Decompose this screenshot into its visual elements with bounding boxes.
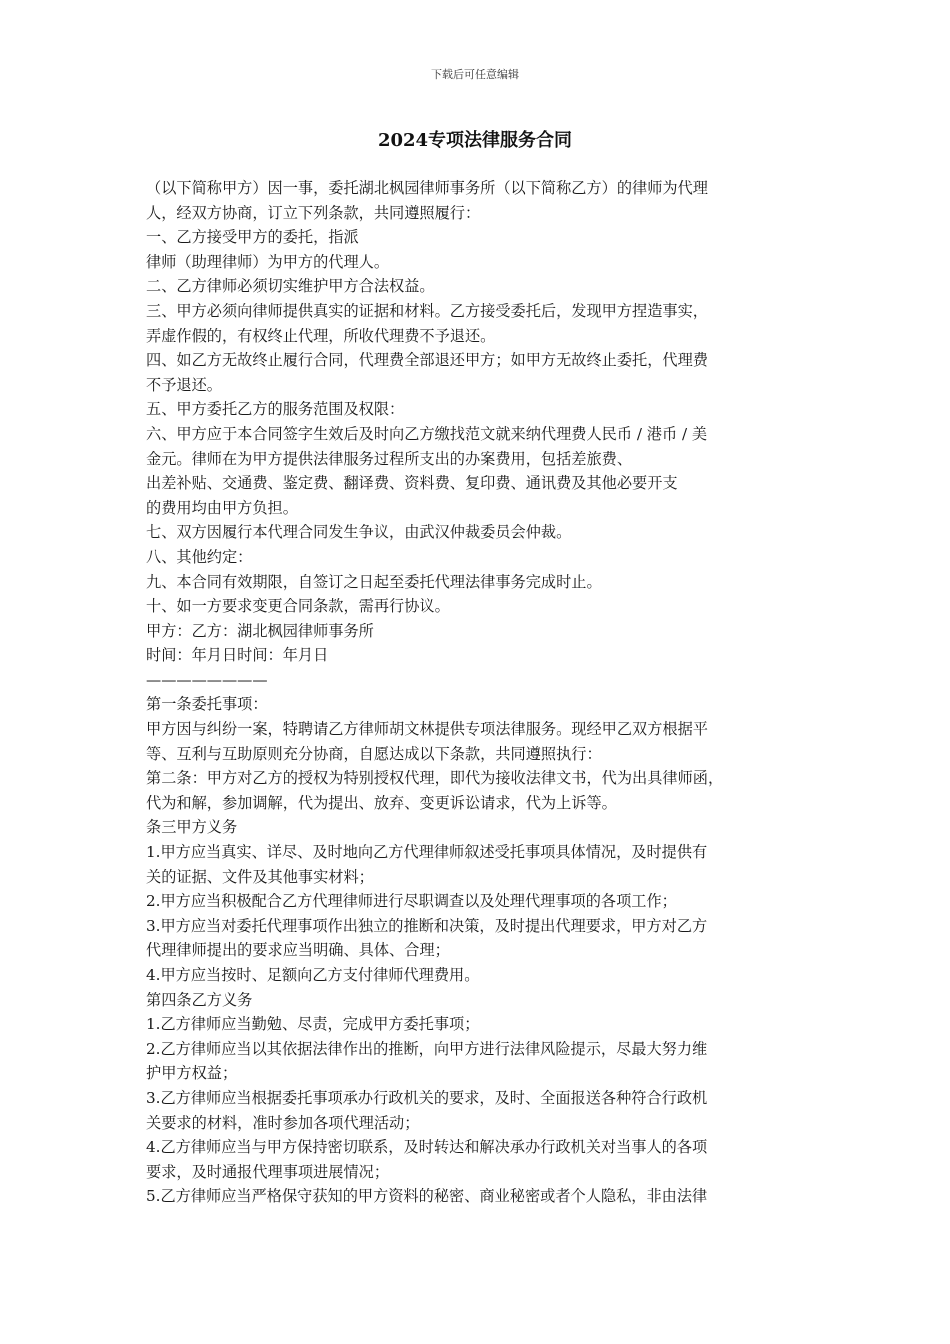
- text-line: 时间：年月日时间：年月日: [146, 646, 329, 665]
- text-line: 3.乙方律师应当根据委托事项承办行政机关的要求，及时、全面报送各种符合行政机: [146, 1088, 708, 1107]
- text-line: 五、甲方委托乙方的服务范围及权限：: [146, 400, 405, 419]
- text-line: 3.甲方应当对委托代理事项作出独立的推断和决策，及时提出代理要求，甲方对乙方: [146, 916, 708, 935]
- text-line: 人，经双方协商，订立下列条款，共同遵照履行：: [146, 203, 481, 222]
- text-line: 六、甲方应于本合同签字生效后及时向乙方缴找范文就来纳代理费人民币 / 港币 / 美: [146, 424, 708, 443]
- text-line: 关要求的材料，准时参加各项代理活动；: [146, 1113, 420, 1132]
- text-line: 1.甲方应当真实、详尽、及时地向乙方代理律师叙述受托事项具体情况，及时提供有: [146, 843, 708, 862]
- text-line: 要求，及时通报代理事项进展情况；: [146, 1162, 389, 1181]
- text-line: 第二条：甲方对乙方的授权为特别授权代理，即代为接收法律文书，代为出具律师函，: [146, 769, 724, 788]
- text-line: 4.乙方律师应当与甲方保持密切联系，及时转达和解决承办行政机关对当事人的各项: [146, 1138, 708, 1157]
- text-line: 十、如一方要求变更合同条款，需再行协议。: [146, 597, 450, 616]
- text-line: 2.甲方应当积极配合乙方代理律师进行尽职调查以及处理代理事项的各项工作；: [146, 892, 677, 911]
- text-line: 一、乙方接受甲方的委托，指派: [146, 228, 359, 247]
- text-line: 律师（助理律师）为甲方的代理人。: [146, 252, 389, 271]
- text-line: 4.甲方应当按时、足额向乙方支付律师代理费用。: [146, 966, 480, 984]
- text-line: 关的证据、文件及其他事实材料；: [146, 867, 374, 886]
- text-line: 5.乙方律师应当严格保守获知的甲方资料的秘密、商业秘密或者个人隐私，非由法律: [146, 1187, 708, 1206]
- text-line: 二、乙方律师必须切实维护甲方合法权益。: [146, 277, 435, 296]
- text-line: ————————: [146, 670, 268, 689]
- text-line: 弄虚作假的，有权终止代理，所收代理费不予退还。: [146, 326, 496, 345]
- text-line: 三、甲方必须向律师提供真实的证据和材料。乙方接受委托后，发现甲方捏造事实，: [146, 301, 708, 320]
- text-line: 甲方因与纠纷一案，特聘请乙方律师胡文林提供专项法律服务。现经甲乙双方根据平: [146, 720, 708, 739]
- text-line: 代理律师提出的要求应当明确、具体、合理；: [146, 941, 450, 960]
- text-line: 出差补贴、交通费、鉴定费、翻译费、资料费、复印费、通讯费及其他必要开支: [146, 474, 678, 493]
- text-line: 九、本合同有效期限，自签订之日起至委托代理法律事务完成时止。: [146, 572, 602, 591]
- header-note: 下载后可任意编辑: [431, 68, 519, 81]
- document-body: [146, 176, 806, 1209]
- text-line: 第一条委托事项：: [146, 695, 268, 714]
- text-line: 金元。律师在为甲方提供法律服务过程所支出的办案费用，包括差旅费、: [146, 449, 632, 468]
- text-line: 护甲方权益；: [146, 1064, 238, 1083]
- text-line: （以下简称甲方）因一事，委托湖北枫园律师事务所（以下简称乙方）的律师为代理: [146, 179, 708, 197]
- text-line: 2.乙方律师应当以其依据法律作出的推断，向甲方进行法律风险提示，尽最大努力维: [146, 1039, 708, 1058]
- text-line: 不予退还。: [146, 375, 222, 394]
- text-line: 条三甲方义务: [146, 818, 238, 837]
- text-line: 的费用均由甲方负担。: [146, 498, 298, 517]
- text-line: 七、双方因履行本代理合同发生争议，由武汉仲裁委员会仲裁。: [146, 523, 572, 542]
- document-title: 2024专项法律服务合同: [377, 130, 573, 151]
- text-line: 第四条乙方义务: [146, 990, 253, 1009]
- text-line: 1.乙方律师应当勤勉、尽责，完成甲方委托事项；: [146, 1015, 480, 1034]
- text-line: 代为和解，参加调解，代为提出、放弃、变更诉讼请求，代为上诉等。: [146, 793, 617, 812]
- text-line: 四、如乙方无故终止履行合同，代理费全部退还甲方；如甲方无故终止委托，代理费: [146, 351, 708, 370]
- text-line: 甲方：乙方：湖北枫园律师事务所: [146, 621, 374, 640]
- text-line: 八、其他约定：: [146, 547, 253, 566]
- text-line: 等、互利与互助原则充分协商，自愿达成以下条款，共同遵照执行：: [146, 744, 602, 763]
